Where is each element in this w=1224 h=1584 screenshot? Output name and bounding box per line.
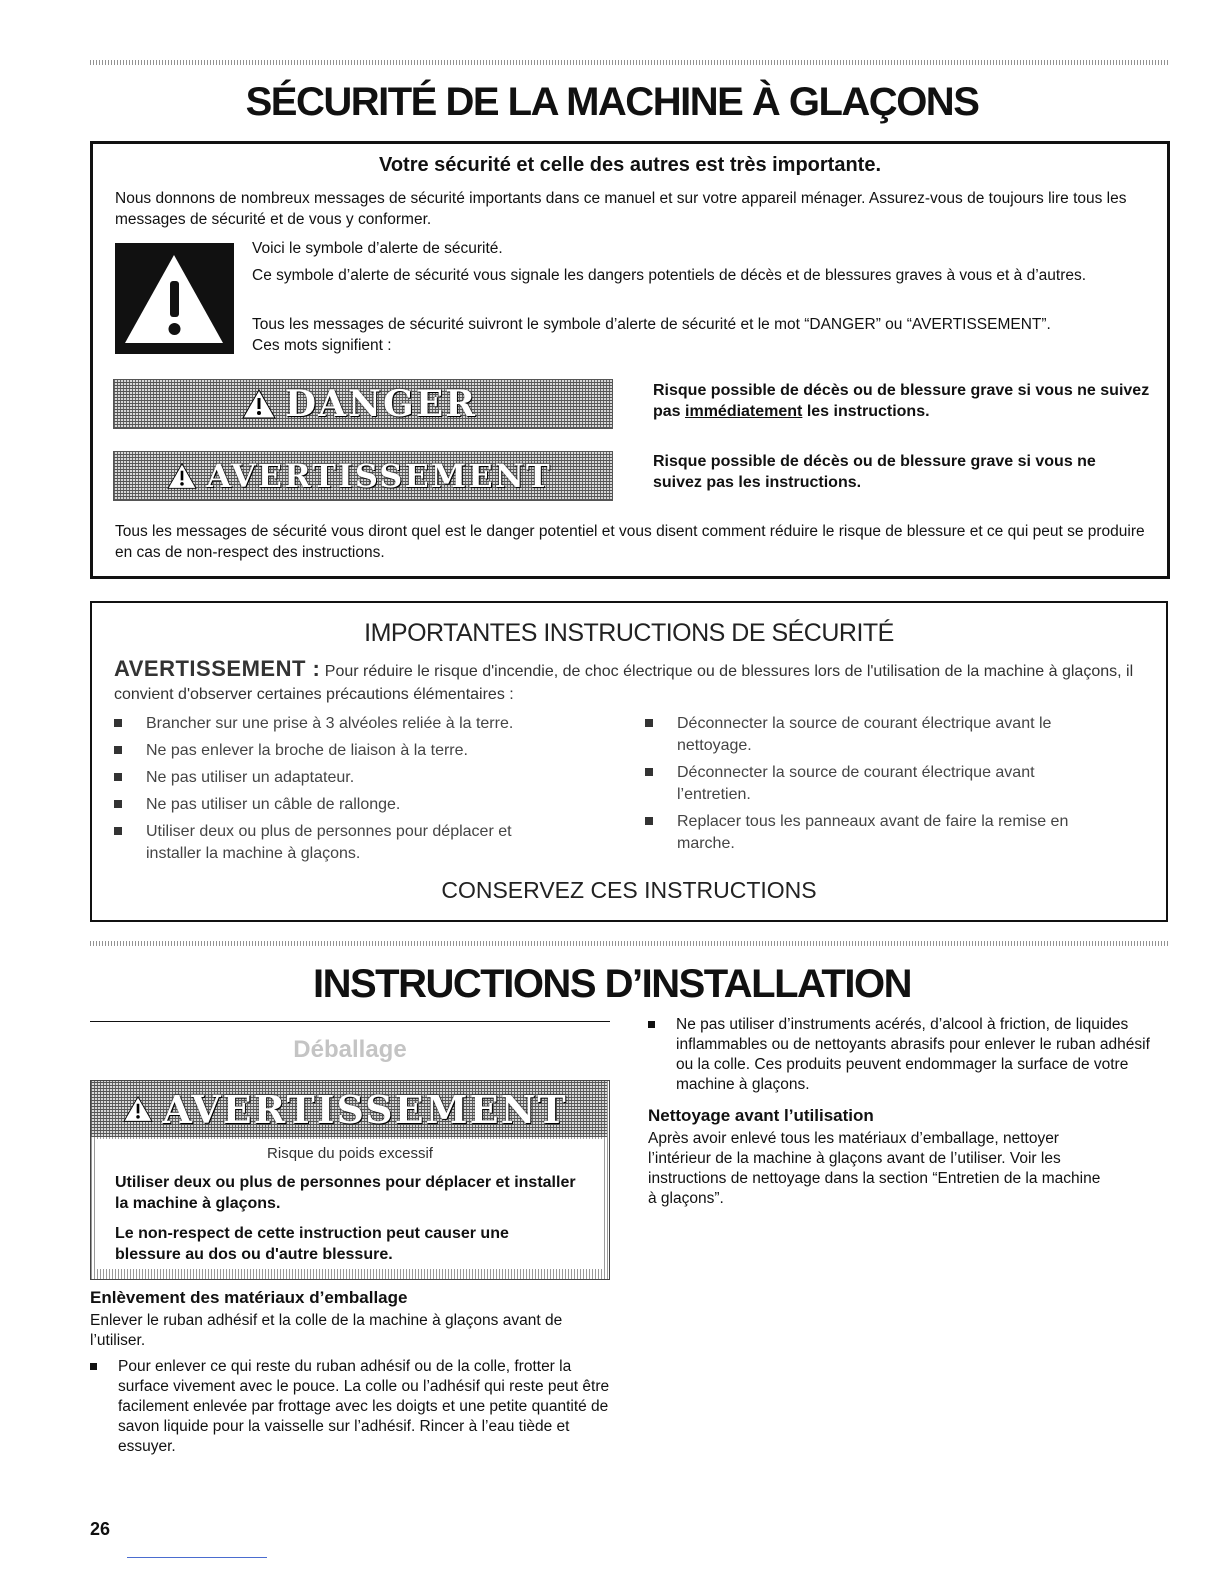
danger-description — [653, 380, 1158, 422]
precaution-item: Utiliser deux ou plus de personnes pour déplacer et installer la machine à glaçons. — [114, 821, 564, 865]
precaution-item: Ne pas utiliser un adaptateur. — [114, 767, 564, 789]
danger-alert-icon — [241, 388, 277, 420]
removal-list — [90, 1357, 610, 1457]
cleaning-heading: Nettoyage avant l’utilisation — [648, 1106, 874, 1125]
precaution-item: Brancher sur une prise à 3 alvéoles reliée à la terre. — [114, 713, 564, 735]
risk-consequence: Le non-respect de cette instruction peut causer une blessure au dos ou d'autre blessure. — [115, 1225, 509, 1263]
page-number: 26 — [90, 1519, 111, 1539]
install-warning-alert-icon — [122, 1095, 154, 1123]
signal-words-text: Tous les messages de sécurité suivront le symbole d’alerte de sécurité et le mot “DANGER” ou “AVERTISSEMENT”. Ces mots signifient : — [252, 316, 1051, 354]
removal-heading: Enlèvement des matériaux d’emballage — [90, 1288, 408, 1307]
unpacking-heading: Déballage — [293, 1036, 407, 1063]
safety-intro: Nous donnons de nombreux messages de sécurité importants dans ce manuel et sur votre appareil ménager. Assurez-vous de toujours lire tous les messages de sécurité et de vous y conformer. — [115, 190, 1127, 228]
safety-alert-symbol-icon — [115, 243, 234, 354]
warning-alert-icon — [166, 462, 198, 490]
removal-bullet: Pour enlever ce qui reste du ruban adhésif ou de la colle, frotter la surface vivement avec le pouce. La colle ou l’adhésif qui reste peut être facilement enlevée par frottage avec les doigts et une petite quantité de savon liquide pour la vaisselle sur l’adhésif. Rincer à l’eau tiède et essuyer. — [90, 1357, 610, 1457]
caution-bullet: Ne pas utiliser d’instruments acérés, d’alcool à friction, de liquides inflammables ou de nettoyants abrasifs pour enlever le ruban adhésif ou la colle. Ces produits peuvent endommager la surface de votre machine à glaçons. — [648, 1015, 1168, 1095]
cleaning-text: Après avoir enlevé tous les matériaux d’emballage, nettoyer l’intérieur de la machine à glaçons avant de l’utiliser. Voir les instructions de nettoyage dans la section “Entretien de la machine à glaçons”. — [648, 1130, 1101, 1207]
safety-closing: Tous les messages de sécurité vous diront quel est le danger potentiel et vous disent comment réduire le risque de blessure et ce qui peut se produire en cas de non-respect des instructions. — [115, 523, 1145, 561]
install-warning-label: AVERTISSEMENT — [162, 1086, 568, 1132]
page-title: SÉCURITÉ DE LA MACHINE À GLAÇONS — [245, 80, 979, 124]
install-warning-banner — [91, 1081, 607, 1137]
unpacking-rule — [90, 1021, 610, 1022]
precaution-item: Ne pas enlever la broche de liaison à la terre. — [114, 740, 564, 762]
risk-title: Risque du poids excessif — [267, 1145, 433, 1162]
top-divider — [90, 60, 1170, 65]
important-warning — [114, 657, 1144, 706]
warning-banner — [113, 451, 613, 501]
right-caution-list — [648, 1015, 1168, 1095]
warning-label: AVERTISSEMENT — [206, 457, 552, 495]
weight-warning-box — [90, 1080, 610, 1280]
right-precautions-list — [645, 713, 1085, 860]
important-warning-text: Pour réduire le risque d'incendie, de choc électrique ou de blessures lors de l'utilisation de la machine à glaçons, il convient d'observer certaines précautions élémentaires : — [114, 663, 1134, 703]
danger-banner — [113, 379, 613, 429]
symbol-description: Ce symbole d’alerte de sécurité vous signale les dangers potentiels de décès et de blessures graves à vous et à d’autres. — [252, 267, 1087, 284]
danger-desc-part2: les instructions. — [802, 403, 930, 420]
warning-description: Risque possible de décès ou de blessure grave si vous ne suivez pas les instructions. — [653, 453, 1096, 491]
precaution-item: Replacer tous les panneaux avant de faire la remise en marche. — [645, 811, 1085, 855]
save-instructions-footer: CONSERVEZ CES INSTRUCTIONS — [441, 877, 817, 903]
section-divider — [90, 941, 1170, 946]
danger-desc-emphasis: immédiatement — [685, 403, 803, 420]
danger-label: DANGER — [284, 383, 478, 425]
removal-text: Enlever le ruban adhésif et la colle de la machine à glaçons avant de l’utiliser. — [90, 1312, 563, 1349]
footer-rule — [127, 1557, 267, 1558]
weight-warning-content — [97, 1139, 603, 1269]
important-instructions-box — [90, 601, 1168, 922]
danger-desc-part1: Risque possible de décès ou de blessure grave si vous ne suivez pas — [653, 382, 1150, 420]
symbol-line: Voici le symbole d’alerte de sécurité. — [252, 240, 503, 257]
safety-subheading: Votre sécurité et celle des autres est très importante. — [378, 154, 882, 176]
safety-info-box — [90, 141, 1170, 579]
important-warning-lead: AVERTISSEMENT : — [114, 656, 321, 681]
important-title: IMPORTANTES INSTRUCTIONS DE SÉCURITÉ — [364, 619, 894, 647]
precaution-item: Déconnecter la source de courant électrique avant le nettoyage. — [645, 713, 1085, 757]
installation-title: INSTRUCTIONS D’INSTALLATION — [313, 962, 911, 1006]
risk-instruction: Utiliser deux ou plus de personnes pour déplacer et installer la machine à glaçons. — [115, 1174, 576, 1212]
precaution-item: Ne pas utiliser un câble de rallonge. — [114, 794, 564, 816]
precaution-item: Déconnecter la source de courant électrique avant l’entretien. — [645, 762, 1085, 806]
left-precautions-list — [114, 713, 564, 870]
